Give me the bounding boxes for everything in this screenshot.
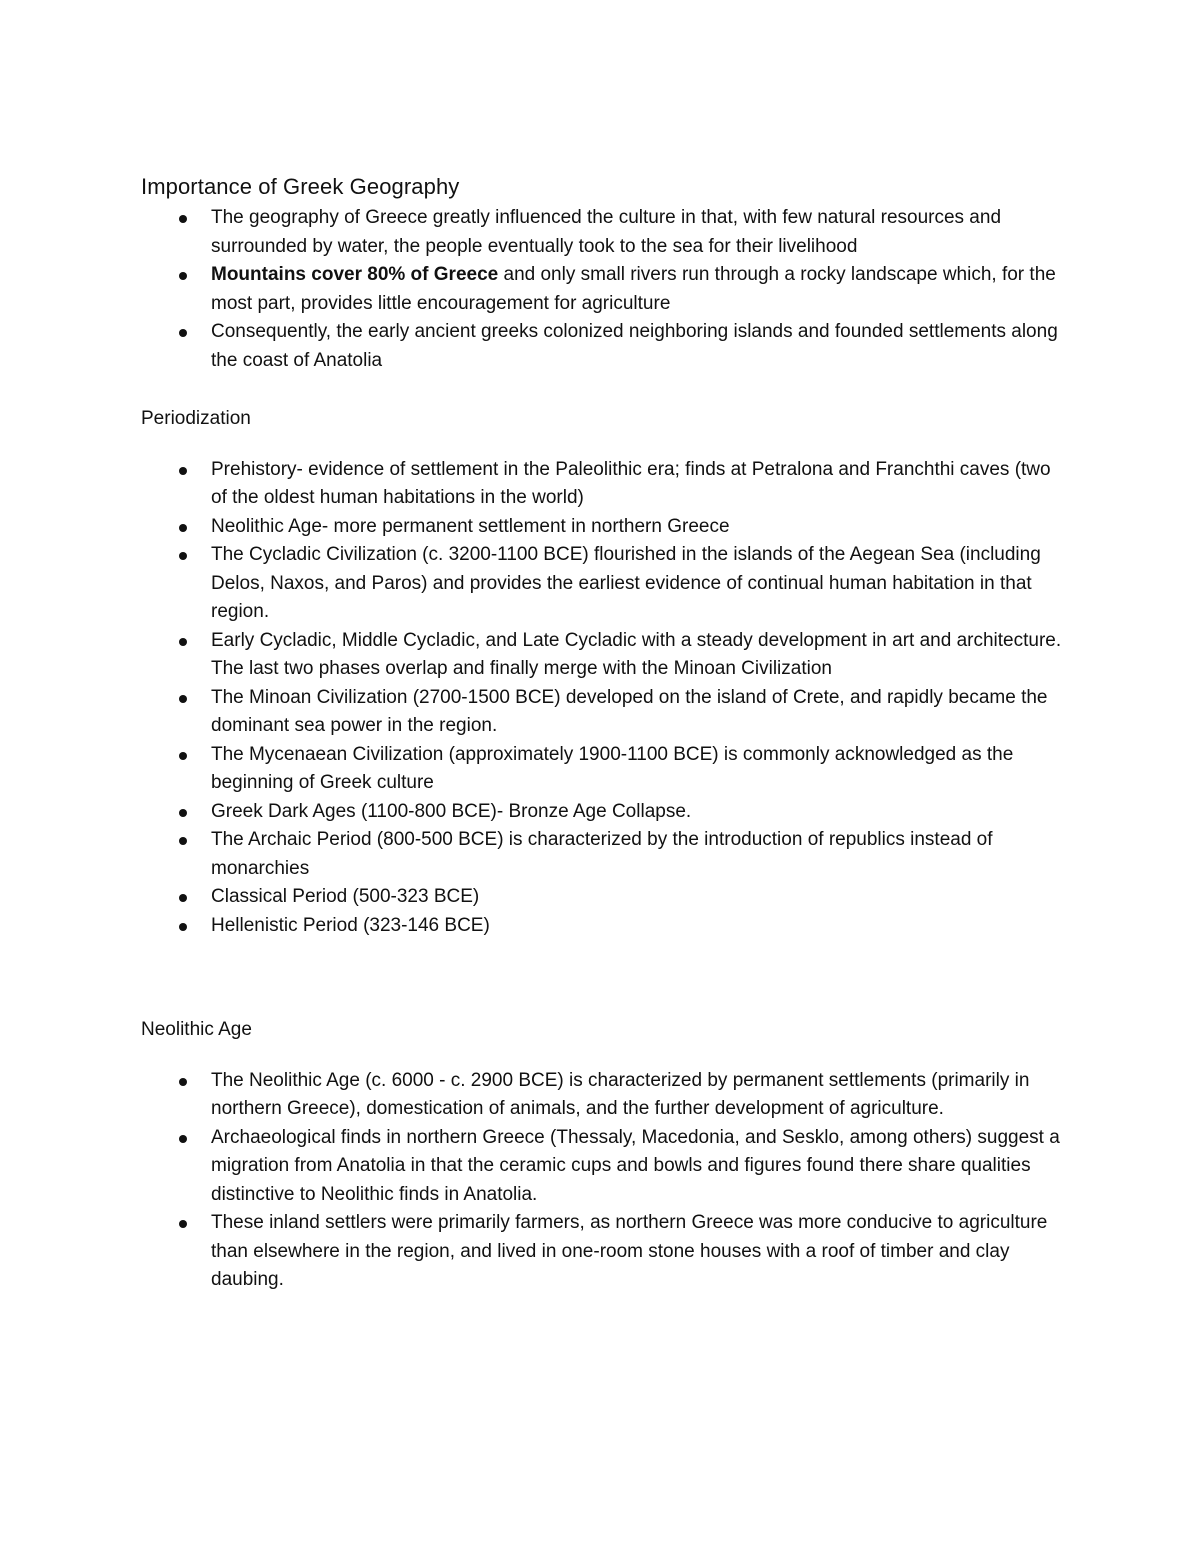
list-item [141, 741, 1071, 798]
list-item-text: Hellenistic Period (323-146 BCE) [211, 914, 490, 936]
list-item [141, 1209, 1071, 1295]
bullet-icon [179, 329, 187, 337]
neolithic-list [141, 1067, 1071, 1295]
periodization-list [141, 456, 1071, 941]
bullet-icon [179, 467, 187, 475]
list-item-bold-text: Mountains cover 80% of Greece [211, 264, 499, 285]
list-item-text: These inland settlers were primarily farmers, as northern Greece was more conducive to agriculture than elsewhere in the region, and lived in one-room stone houses with a roof of timber and clay daubing. [211, 1212, 1048, 1290]
list-item [141, 826, 1071, 883]
bullet-icon [179, 894, 187, 902]
bullet-icon [179, 695, 187, 703]
list-item-text: The Neolithic Age (c. 6000 - c. 2900 BCE) is characterized by permanent settlements (primarily in northern Greece), domestication of animals, and the further development of agriculture. [211, 1069, 1030, 1119]
bullet-icon [179, 1220, 187, 1228]
bullet-icon [179, 923, 187, 931]
list-item [141, 912, 1071, 941]
list-item [141, 798, 1071, 827]
geography-heading: Importance of Greek Geography [141, 174, 460, 199]
list-item-text: Consequently, the early ancient greeks colonized neighboring islands and founded settlements along the coast of Anatolia [211, 321, 1058, 371]
bullet-icon [179, 272, 187, 280]
bullet-icon [179, 837, 187, 845]
list-item-text: The geography of Greece greatly influenced the culture in that, with few natural resources and surrounded by water, the people eventually took to the sea for their livelihood [211, 207, 1002, 257]
list-item [141, 261, 1071, 318]
bullet-icon [179, 809, 187, 817]
geography-list [141, 204, 1071, 375]
list-item-text: The Minoan Civilization (2700-1500 BCE) developed on the island of Crete, and rapidly became the dominant sea power in the region. [211, 686, 1048, 736]
neolithic-heading: Neolithic Age [141, 1019, 252, 1040]
bullet-icon [179, 552, 187, 560]
list-item [141, 541, 1071, 627]
bullet-icon [179, 1135, 187, 1143]
list-item [141, 883, 1071, 912]
list-item-text: Prehistory- evidence of settlement in the Paleolithic era; finds at Petralona and Franchthi caves (two of the oldest human habitations in the world) [211, 458, 1051, 508]
bullet-icon [179, 1078, 187, 1086]
list-item [141, 1124, 1071, 1210]
list-item [141, 1067, 1071, 1124]
list-item-text: Greek Dark Ages (1100-800 BCE)- Bronze Age Collapse. [211, 800, 692, 822]
list-item [141, 318, 1071, 375]
list-item-text: Classical Period (500-323 BCE) [211, 886, 480, 907]
periodization-heading: Periodization [141, 408, 251, 429]
document-body [141, 170, 1071, 1295]
bullet-icon [179, 638, 187, 646]
list-item-text: Archaeological finds in northern Greece (Thessaly, Macedonia, and Sesklo, among others) suggest a migration from Anatolia in that the ceramic cups and bowls and figures found there share qualities distinctive to Neolithic finds in Anatolia. [211, 1126, 1060, 1205]
list-item-text: The Cycladic Civilization (c. 3200-1100 BCE) flourished in the islands of the Aegean Sea (including Delos, Naxos, and Paros) and provides the earliest evidence of continual human habitation in that region. [211, 544, 1041, 622]
list-item-text: Neolithic Age- more permanent settlement in northern Greece [211, 515, 730, 537]
list-item [141, 456, 1071, 513]
list-item-text: The Mycenaean Civilization (approximately 1900-1100 BCE) is commonly acknowledged as the beginning of Greek culture [211, 743, 1014, 793]
list-item-text: and only small rivers run through a rocky landscape which, for the most part, provides little encouragement for agriculture [211, 264, 1056, 314]
bullet-icon [179, 524, 187, 532]
list-item-text: The Archaic Period (800-500 BCE) is characterized by the introduction of republics instead of monarchies [211, 829, 993, 879]
bullet-icon [179, 215, 187, 223]
list-item [141, 204, 1071, 261]
list-item [141, 684, 1071, 741]
list-item-text: Early Cycladic, Middle Cycladic, and Late Cycladic with a steady development in art and architecture. The last two phases overlap and finally merge with the Minoan Civilization [211, 629, 1062, 679]
list-item [141, 627, 1071, 684]
bullet-icon [179, 752, 187, 760]
list-item [141, 513, 1071, 542]
